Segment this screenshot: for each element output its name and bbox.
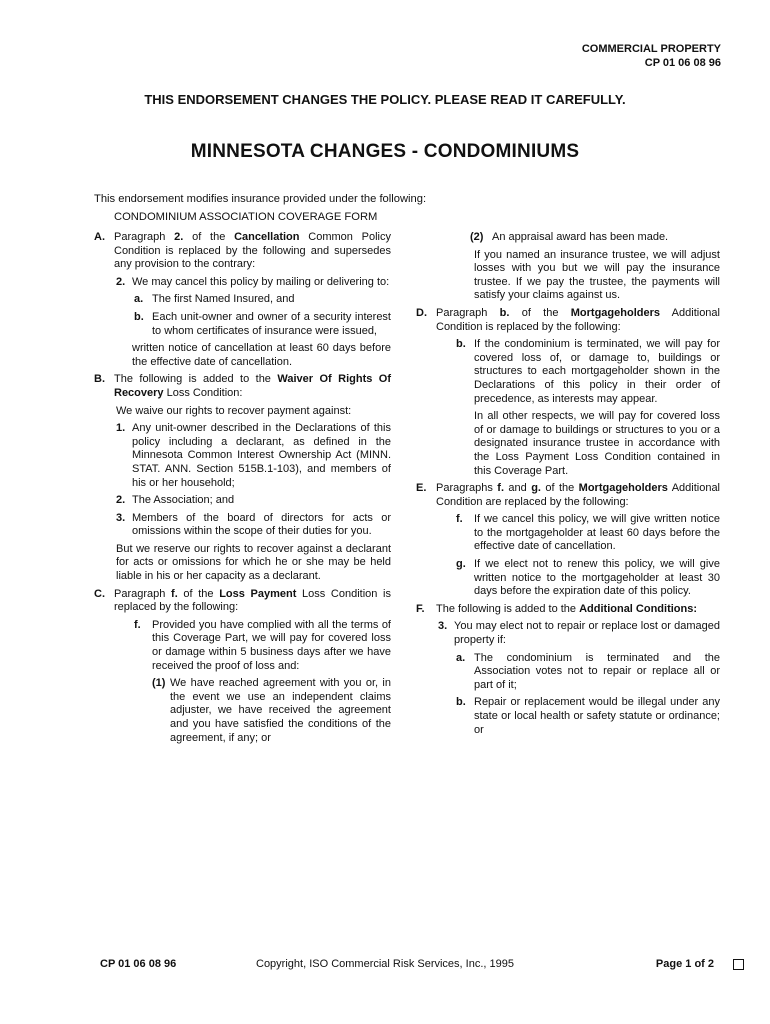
section-c-text: Paragraph f. of the Loss Payment Loss Condition is replaced by the following: (114, 587, 391, 614)
section-f (416, 603, 720, 617)
section-f-item-a: a. The condominium is terminated and the Association votes not to repair or replace all or part of it; (456, 651, 720, 691)
section-b-text: The following is added to the Waiver Of Rights Of Recovery Loss Condition: (114, 373, 392, 399)
section-f-item-b: b. Repair or replacement would be illegal under any state or local health or safety statute or ordinance; or (456, 696, 720, 736)
section-a-item-b: b. Each unit-owner and owner of a security interest to whom certificates of insurance were issued, (134, 310, 391, 337)
section-e-item-g: g. If we elect not to renew this policy, we will give written notice to the mortgageholder at least 30 days before the expiration date of this policy. (456, 558, 720, 598)
section-e-text: Paragraphs f. and g. of the Mortgageholders Additional Condition are replaced by the following: (436, 482, 721, 508)
section-f-item-3: 3. You may elect not to repair or replace lost or damaged property if: (438, 620, 720, 647)
section-b-item-3: 3. Members of the board of directors for acts or omissions within the scope of their duties for you. (116, 511, 391, 538)
section-a-text: Paragraph 2. of the Cancellation Common Policy Condition is replaced by the following and supersedes any provision to the contrary: (114, 231, 391, 271)
section-label: B. (94, 373, 105, 386)
section-d-text: Paragraph b. of the Mortgageholders Additional Condition is replaced by the following: (436, 306, 720, 333)
checkbox-icon (733, 959, 744, 970)
footer-copyright: Copyright, ISO Commercial Risk Services, Inc., 1995 (256, 958, 514, 970)
section-label: E. (416, 482, 427, 495)
header-line-type: COMMERCIAL PROPERTY (581, 43, 721, 55)
section-label: C. (94, 587, 105, 600)
section-b-paragraph-2: But we reserve our rights to recover against a declarant for acts or omissions for which he or she may be held liable in his or her capacity as a declarant. (116, 542, 391, 583)
section-f-text: The following is added to the Additional Conditions: (436, 602, 698, 615)
section-b (94, 373, 391, 400)
section-a-item-2: 2. We may cancel this policy by mailing or delivering to: (116, 275, 390, 288)
section-e-item-f: f. If we cancel this policy, we will give written notice to the mortgageholder at least 60 days before the effective date of cancellation. (456, 513, 720, 553)
page-title: MINNESOTA CHANGES - CONDOMINIUMS (190, 141, 580, 162)
section-label: A. (94, 231, 105, 243)
right-column (416, 231, 720, 741)
section-c-item-1: (1) We have reached agreement with you or, in the event we use an independent claims adjuster, we have received the agreement and you have satisfied the conditions of the agreement, if any; or (152, 677, 391, 744)
section-d (416, 307, 720, 334)
section-b-item-1: 1. Any unit-owner described in the Declarations of this policy including a declarant, as defined in the Minnesota Common Interest Ownership Act (MINN. STAT. ANN. Section 515B.1-103), and members of his or her household; (116, 422, 391, 489)
footer-page-number: Page 1 of 2 (655, 958, 714, 970)
header-line-form-number: CP 01 06 08 96 (644, 57, 721, 69)
section-label: F. (416, 602, 425, 615)
section-a-closing: written notice of cancellation at least 60 days before the effective date of cancellation. (132, 342, 391, 368)
section-d-paragraph-2: In all other respects, we will pay for covered loss of or damage to buildings or structures to you or a designated insurance trustee in accordance with the Loss Payment Loss Condition contained in this Coverage Part. (474, 410, 720, 477)
intro-text: This endorsement modifies insurance provided under the following: (94, 193, 427, 205)
section-a (94, 231, 391, 272)
section-a-item-a: a. The first Named Insured, and (134, 293, 295, 306)
form-header (582, 42, 721, 70)
intro (94, 192, 426, 224)
section-b-item-2: 2. The Association; and (116, 494, 235, 507)
footer-form-number: CP 01 06 08 96 (100, 958, 177, 970)
section-e (416, 482, 720, 509)
section-c-item-2: (2) An appraisal award has been made. (470, 231, 669, 243)
section-d-item-b: b. If the condominium is terminated, we will pay for covered loss of, or damage to, buildings or structures to each mortgageholder shown in the Declarations of this policy in their order of precedence, as interests may appear. (456, 338, 720, 405)
endorsement-notice: THIS ENDORSEMENT CHANGES THE POLICY. PLEASE READ IT CAREFULLY. (144, 92, 626, 107)
intro-form-name: CONDOMINIUM ASSOCIATION COVERAGE FORM (114, 211, 378, 223)
section-c-item-f: f. Provided you have complied with all the terms of this Coverage Part, we will pay for covered loss or damage within 5 business days after we have received the proof of loss and: (134, 618, 391, 672)
section-label: D. (416, 306, 427, 319)
left-column (94, 231, 391, 749)
section-b-paragraph-1: We waive our rights to recover payment against: (116, 404, 352, 417)
section-c-trustee-paragraph: If you named an insurance trustee, we will adjust losses with you but we will pay the insurance trustee. If we pay the trustee, the payments will satisfy your claims against us. (474, 248, 720, 302)
section-c (94, 588, 391, 615)
